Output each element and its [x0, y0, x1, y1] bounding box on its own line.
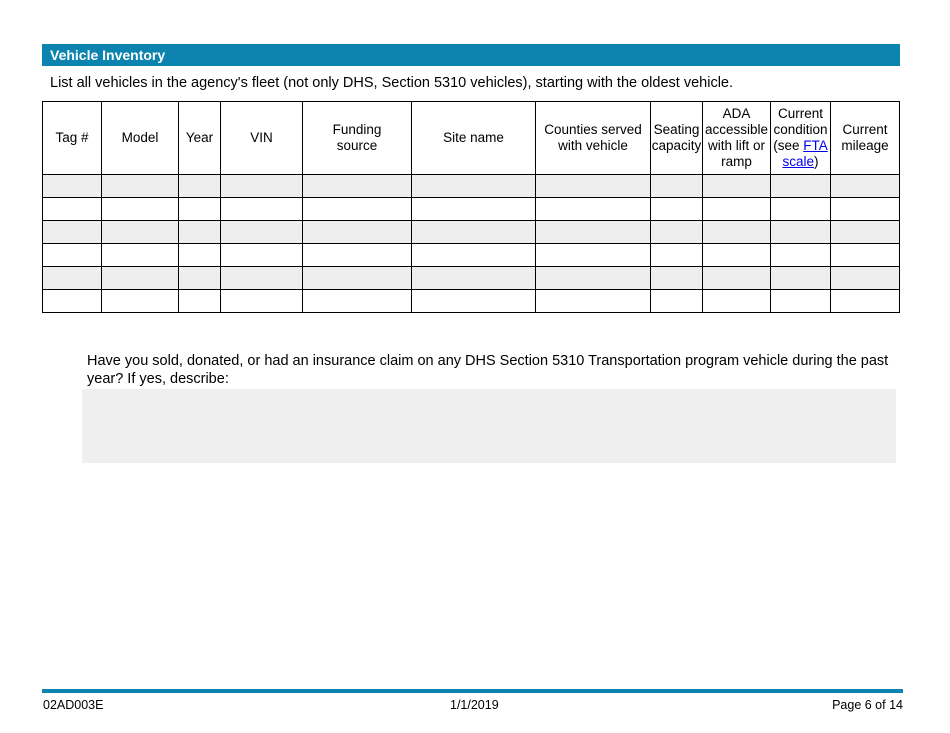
- cell-seating-capacity[interactable]: [651, 244, 703, 267]
- cell-site-name[interactable]: [412, 221, 536, 244]
- cell-year[interactable]: [179, 267, 221, 290]
- condition-label-end: ): [814, 154, 819, 169]
- header-current-mileage: Current mileage: [831, 102, 900, 175]
- cell-current-mileage[interactable]: [831, 267, 900, 290]
- cell-funding-source[interactable]: [303, 221, 412, 244]
- cell-funding-source[interactable]: [303, 198, 412, 221]
- cell-current-condition[interactable]: [771, 244, 831, 267]
- header-vin: VIN: [221, 102, 303, 175]
- section-title: Vehicle Inventory: [50, 47, 166, 63]
- cell-counties-served[interactable]: [536, 290, 651, 313]
- header-seating-capacity: Seating capacity: [651, 102, 703, 175]
- table-row: [43, 221, 900, 244]
- cell-site-name[interactable]: [412, 244, 536, 267]
- cell-site-name[interactable]: [412, 198, 536, 221]
- section-title-bar: [42, 44, 900, 66]
- cell-current-condition[interactable]: [771, 175, 831, 198]
- cell-model[interactable]: [102, 267, 179, 290]
- cell-seating-capacity[interactable]: [651, 290, 703, 313]
- cell-vin[interactable]: [221, 221, 303, 244]
- footer-form-id: 02AD003E: [43, 698, 104, 712]
- cell-model[interactable]: [102, 244, 179, 267]
- cell-site-name[interactable]: [412, 175, 536, 198]
- header-model: Model: [102, 102, 179, 175]
- cell-tag[interactable]: [43, 244, 102, 267]
- table-row: [43, 290, 900, 313]
- cell-counties-served[interactable]: [536, 244, 651, 267]
- cell-tag[interactable]: [43, 221, 102, 244]
- fta-scale-link[interactable]: FTA scale: [782, 138, 828, 169]
- header-year: Year: [179, 102, 221, 175]
- cell-model[interactable]: [102, 198, 179, 221]
- cell-year[interactable]: [179, 198, 221, 221]
- cell-seating-capacity[interactable]: [651, 175, 703, 198]
- cell-counties-served[interactable]: [536, 221, 651, 244]
- instruction-text: List all vehicles in the agency's fleet (not only DHS, Section 5310 vehicles), starting with the oldest vehicle.: [50, 75, 734, 91]
- table-row: [43, 175, 900, 198]
- cell-seating-capacity[interactable]: [651, 267, 703, 290]
- cell-current-mileage[interactable]: [831, 198, 900, 221]
- table-row: [43, 267, 900, 290]
- header-counties-served: Counties served with vehicle: [536, 102, 651, 175]
- cell-vin[interactable]: [221, 244, 303, 267]
- cell-current-mileage[interactable]: [831, 221, 900, 244]
- answer-field[interactable]: [82, 389, 896, 463]
- cell-current-mileage[interactable]: [831, 175, 900, 198]
- cell-vin[interactable]: [221, 198, 303, 221]
- cell-counties-served[interactable]: [536, 267, 651, 290]
- cell-year[interactable]: [179, 175, 221, 198]
- footer-date: 1/1/2019: [450, 698, 499, 712]
- cell-counties-served[interactable]: [536, 198, 651, 221]
- cell-vin[interactable]: [221, 175, 303, 198]
- question-text: Have you sold, donated, or had an insurance claim on any DHS Section 5310 Transportation program vehicle during the past year? If yes, describe:: [87, 353, 889, 387]
- cell-current-mileage[interactable]: [831, 290, 900, 313]
- vehicle-inventory-table: [42, 101, 900, 313]
- table-body: [43, 175, 900, 313]
- cell-model[interactable]: [102, 290, 179, 313]
- cell-vin[interactable]: [221, 290, 303, 313]
- cell-funding-source[interactable]: [303, 244, 412, 267]
- header-ada-accessible: ADA accessible with lift or ramp: [703, 102, 771, 175]
- header-funding-source: Funding source: [303, 102, 412, 175]
- header-site-name: Site name: [412, 102, 536, 175]
- cell-ada-accessible[interactable]: [703, 290, 771, 313]
- table-header-row: [43, 102, 900, 175]
- footer-divider: [42, 689, 903, 693]
- cell-site-name[interactable]: [412, 267, 536, 290]
- cell-ada-accessible[interactable]: [703, 267, 771, 290]
- table-row: [43, 244, 900, 267]
- footer-page-number: Page 6 of 14: [832, 698, 903, 712]
- table-row: [43, 198, 900, 221]
- cell-year[interactable]: [179, 244, 221, 267]
- cell-funding-source[interactable]: [303, 267, 412, 290]
- cell-year[interactable]: [179, 290, 221, 313]
- cell-vin[interactable]: [221, 267, 303, 290]
- cell-current-condition[interactable]: [771, 290, 831, 313]
- condition-label: Current condition (see: [773, 106, 828, 153]
- cell-ada-accessible[interactable]: [703, 198, 771, 221]
- cell-tag[interactable]: [43, 267, 102, 290]
- cell-model[interactable]: [102, 221, 179, 244]
- cell-site-name[interactable]: [412, 290, 536, 313]
- cell-tag[interactable]: [43, 175, 102, 198]
- cell-tag[interactable]: [43, 290, 102, 313]
- cell-current-condition[interactable]: [771, 221, 831, 244]
- cell-funding-source[interactable]: [303, 290, 412, 313]
- cell-year[interactable]: [179, 221, 221, 244]
- cell-current-condition[interactable]: [771, 198, 831, 221]
- cell-ada-accessible[interactable]: [703, 244, 771, 267]
- cell-tag[interactable]: [43, 198, 102, 221]
- cell-ada-accessible[interactable]: [703, 175, 771, 198]
- header-current-condition: [771, 102, 831, 175]
- header-tag: Tag #: [43, 102, 102, 175]
- cell-funding-source[interactable]: [303, 175, 412, 198]
- cell-seating-capacity[interactable]: [651, 198, 703, 221]
- cell-current-condition[interactable]: [771, 267, 831, 290]
- cell-counties-served[interactable]: [536, 175, 651, 198]
- cell-model[interactable]: [102, 175, 179, 198]
- cell-current-mileage[interactable]: [831, 244, 900, 267]
- cell-seating-capacity[interactable]: [651, 221, 703, 244]
- cell-ada-accessible[interactable]: [703, 221, 771, 244]
